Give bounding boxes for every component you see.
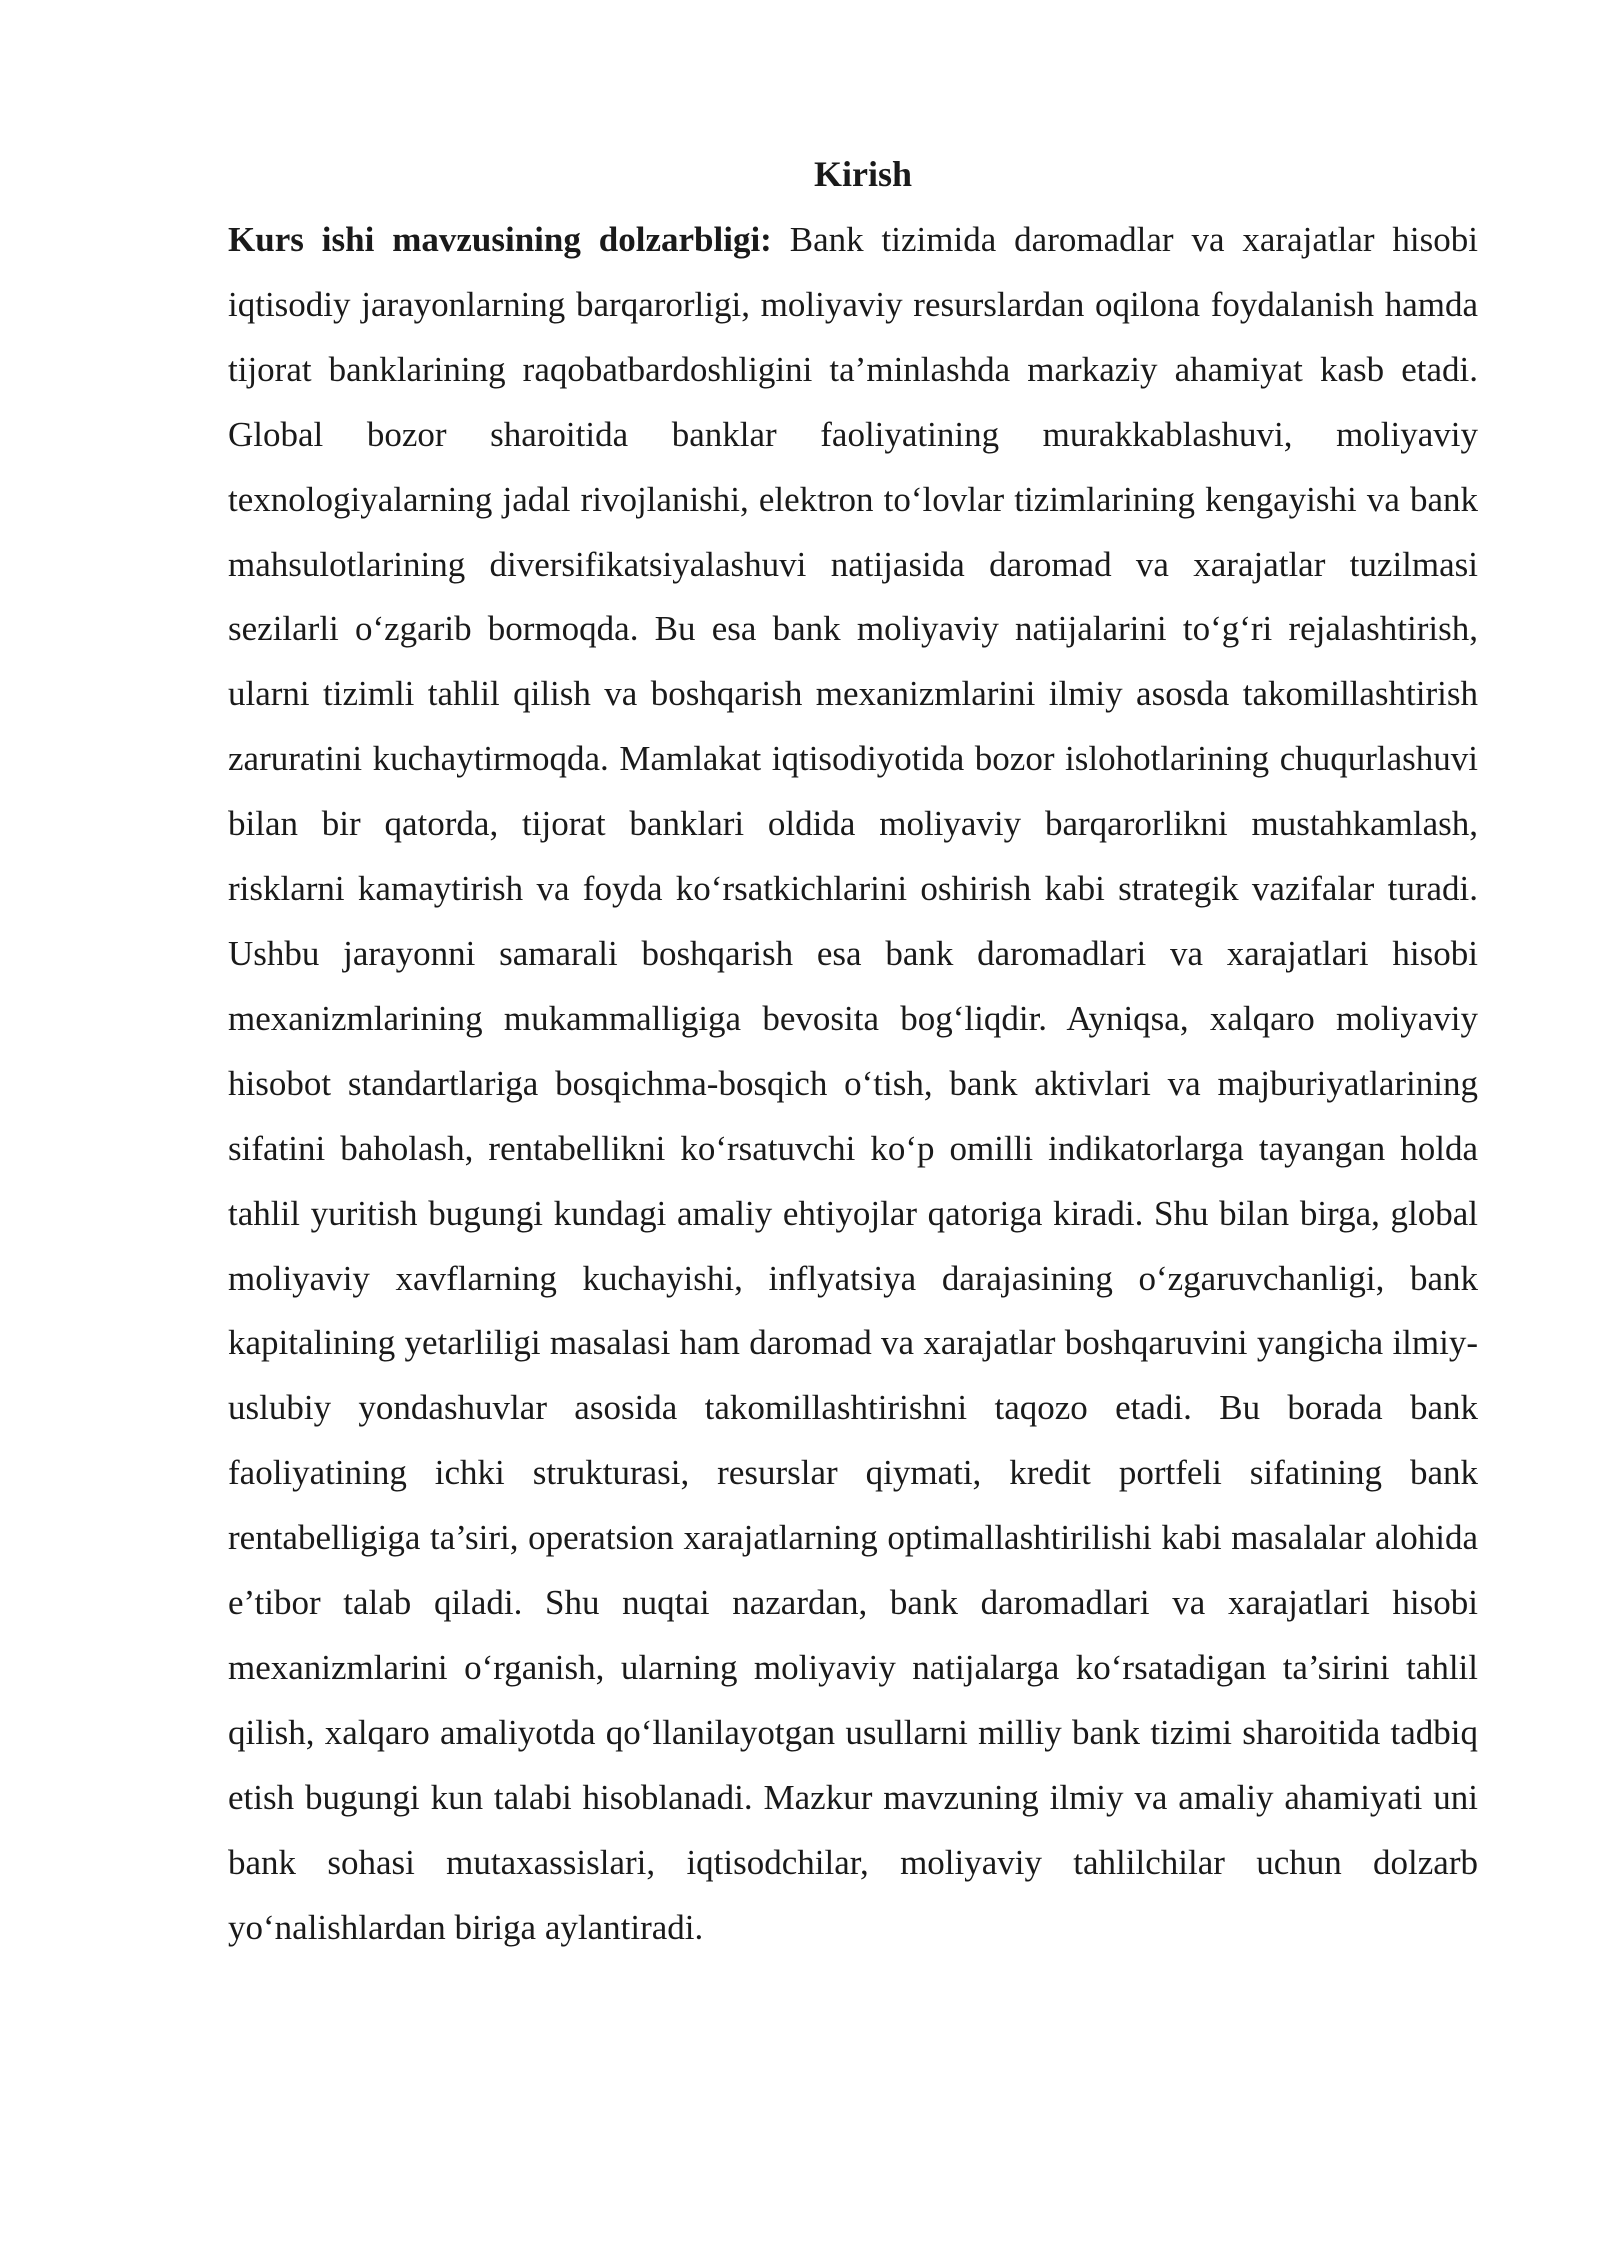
document-content [228,148,1478,1960]
body-paragraph [228,208,1478,1960]
lead-label: Kurs ishi mavzusining dolzarbligi: [228,220,772,259]
page-title: Kirish [813,154,912,194]
body-text: Bank tizimida daromadlar va xarajatlar hisobi iqtisodiy jarayonlarning barqarorligi, moliyaviy resurslardan oqilona foydalanish hamda tijorat banklarining raqobatbardoshligini ta’minlashda markaziy ahamiyat kasb etadi. Global bozor sharoitida banklar faoliyatining murakkablashuvi, moliyaviy texnologiyalarning jadal rivojlanishi, elektron to‘lovlar tizimlarining kengayishi va bank mahsulotlarining diversifikatsiyalashuvi natijasida daromad va xarajatlar tuzilmasi sezilarli o‘zgarib bormoqda. Bu esa bank moliyaviy natijalarini to‘g‘ri rejalashtirish, ularni tizimli tahlil qilish va boshqarish mexanizmlarini ilmiy asosda takomillashtirish zaruratini kuchaytirmoqda. Mamlakat iqtisodiyotida bozor islohotlarining chuqurlashuvi bilan bir qatorda, tijorat banklari oldida moliyaviy barqarorlikni mustahkamlash, risklarni kamaytirish va foyda ko‘rsatkichlarini oshirish kabi strategik vazifalar turadi. Ushbu jarayonni samarali boshqarish esa bank daromadlari va xarajatlari hisobi mexanizmlarining mukammalligiga bevosita bog‘liqdir. Ayniqsa, xalqaro moliyaviy hisobot standartlariga bosqichma-bosqich o‘tish, bank aktivlari va majburiyatlarining sifatini baholash, rentabellikni ko‘rsatuvchi ko‘p omilli indikatorlarga tayangan holda tahlil yuritish bugungi kundagi amaliy ehtiyojlar qatoriga kiradi. Shu bilan birga, global moliyaviy xavflarning kuchayishi, inflyatsiya darajasining o‘zgaruvchanligi, bank kapitalining yetarliligi masalasi ham daromad va xarajatlar boshqaruvini yangicha ilmiy-uslubiy yondashuvlar asosida takomillashtirishni taqozo etadi. Bu borada bank faoliyatining ichki strukturasi, resurslar qiymati, kredit portfeli sifatining bank rentabelligiga ta’siri, operatsion xarajatlarning optimallashtirilishi kabi masalalar alohida e’tibor talab qiladi. Shu nuqtai nazardan, bank daromadlari va xarajatlari hisobi mexanizmlarini o‘rganish, ularning moliyaviy natijalarga ko‘rsatadigan ta’sirini tahlil qilish, xalqaro amaliyotda qo‘llanilayotgan usullarni milliy bank tizimi sharoitida tadbiq etish bugungi kun talabi hisoblanadi. Mazkur mavzuning ilmiy va amaliy ahamiyati uni bank sohasi mutaxassislari, iqtisodchilar, moliyaviy tahlilchilar uchun dolzarb yo‘nalishlardan biriga aylantiradi. [228,220,1478,1947]
